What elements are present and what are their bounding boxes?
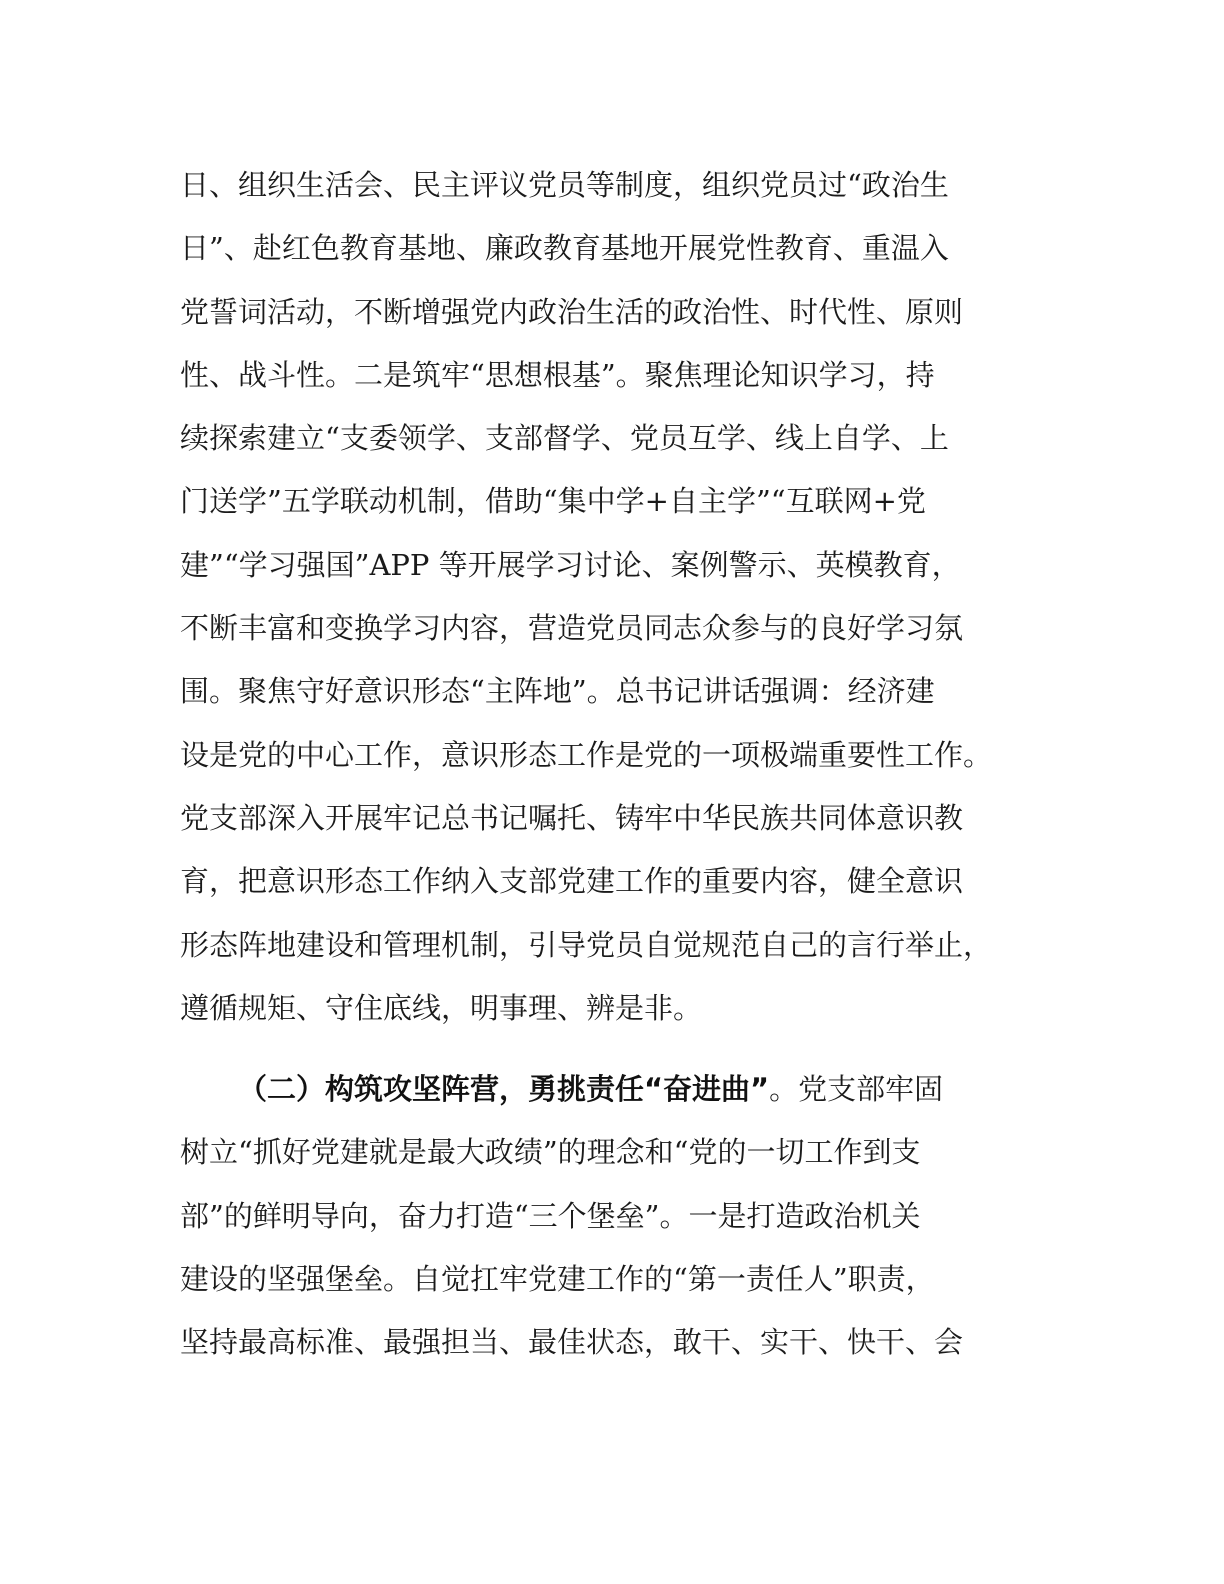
section-heading: （二）构筑攻坚阵营，勇挑责任“奋进曲” [238,1072,770,1106]
text-line: 不断丰富和变换学习内容，营造党员同志众参与的良好学习氛 [180,611,964,646]
text-line: 树立“抓好党建就是最大政绩”的理念和“党的一切工作到支 [180,1135,921,1170]
text-line: 续探索建立“支委领学、支部督学、党员互学、线上自学、上 [180,421,949,456]
text-line: 坚持最高标准、最强担当、最佳状态，敢干、实干、快干、会 [180,1325,964,1360]
text-line: 日、组织生活会、民主评议党员等制度，组织党员过“政治生 [180,168,949,202]
text-line: 日”、赴红色教育基地、廉政教育基地开展党性教育、重温入 [180,231,949,266]
text-line: 设是党的中心工作，意识形态工作是党的一项极端重要性工作。 [180,737,993,772]
text-line: 育，把意识形态工作纳入支部党建工作的重要内容，健全意识 [180,864,964,899]
text-line: 性、战斗性。二是筑牢“思想根基”。聚焦理论知识学习，持 [180,357,935,392]
heading-line-rest: 。党支部牢固 [769,1072,944,1106]
text-line: 形态阵地建设和管理机制，引导党员自觉规范自己的言行举止， [180,927,993,962]
text-line: 部”的鲜明导向，奋力打造“三个堡垒”。一是打造政治机关 [180,1198,921,1233]
paragraph-section-two [180,1058,1050,1374]
text-line: 党誓词活动，不断增强党内政治生活的政治性、时代性、原则 [180,294,964,329]
text-line: 遵循规矩、守住底线，明事理、辨是非。 [180,990,703,1025]
text-line: 建”“学习强国”APP 等开展学习讨论、案例警示、英模教育， [180,547,961,582]
paragraph-party-life [180,154,1050,1040]
text-line: 建设的坚强堡垒。自觉扛牢党建工作的“第一责任人”职责， [180,1261,935,1296]
section-heading-line [180,1058,1050,1121]
text-line: 党支部深入开展牢记总书记嘱托、铸牢中华民族共同体意识教 [180,800,964,835]
text-line: 围。聚焦守好意识形态“主阵地”。总书记讲话强调：经济建 [180,674,935,709]
text-line: 门送学”五学联动机制，借助“集中学+自主学”“互联网+党 [180,484,926,519]
